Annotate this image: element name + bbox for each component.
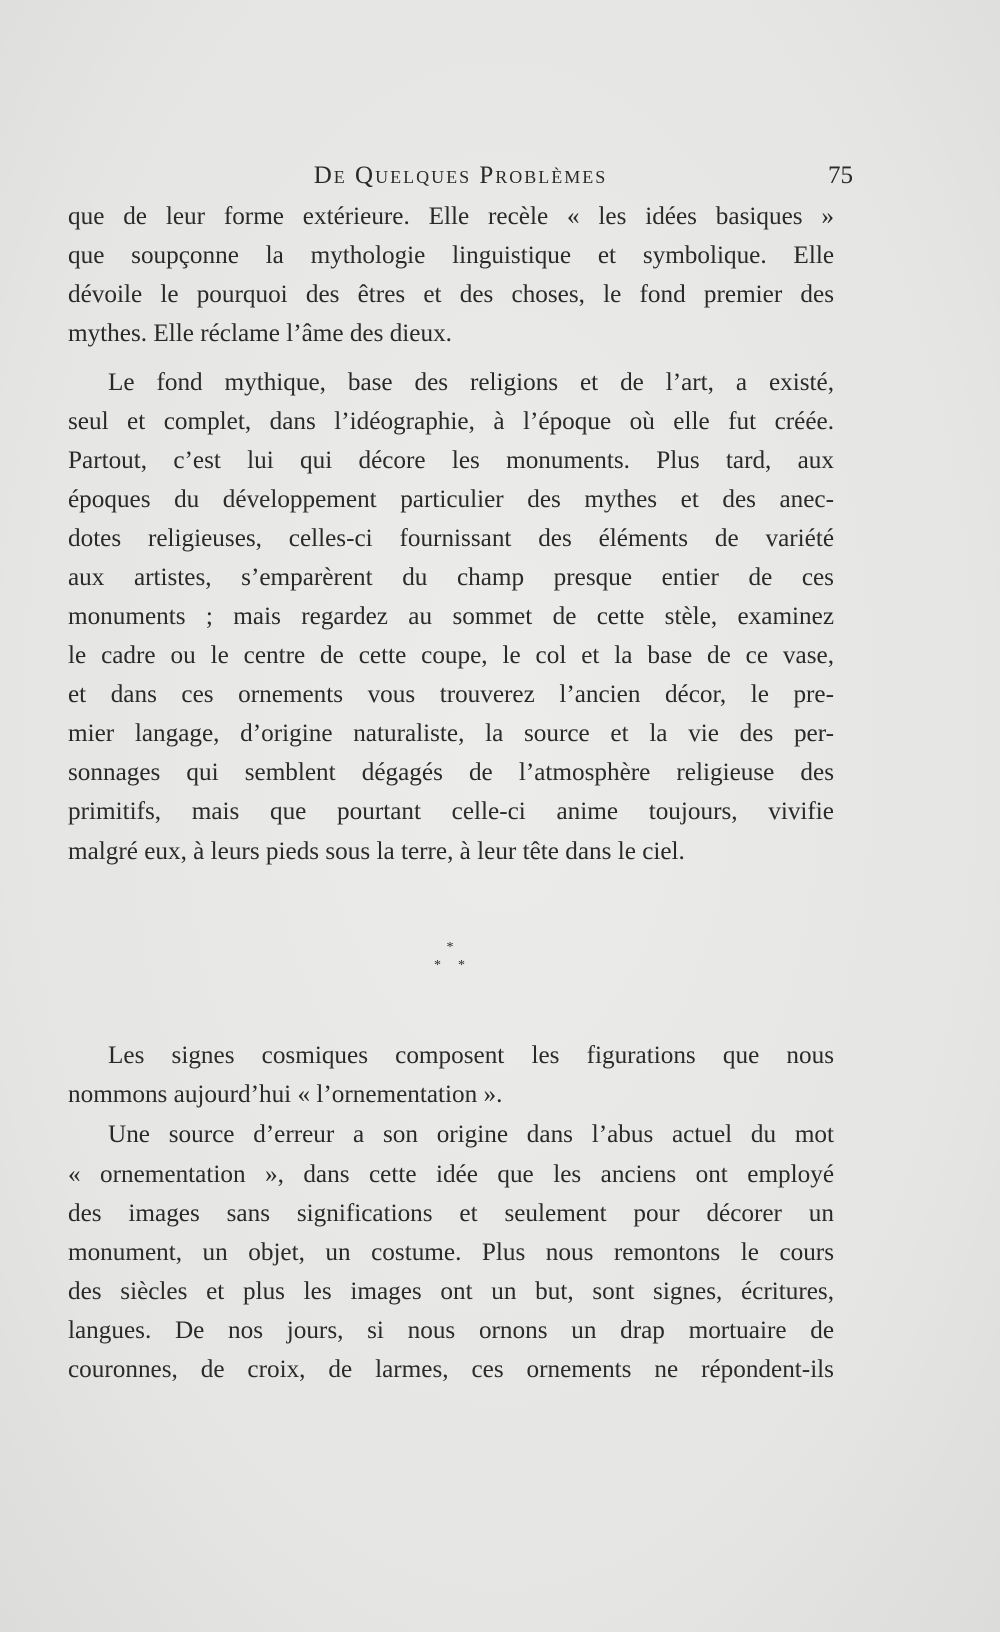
text-line: nommons aujourd’hui « l’ornementation ». — [68, 1081, 503, 1108]
text-line: langues. De nos jours, si nous ornons un drap mortuaire de — [68, 1317, 834, 1344]
text-line: aux artistes, s’emparèrent du champ presque entier de ces — [68, 564, 834, 591]
asterism-star: * — [458, 958, 465, 973]
text-line: des images sans significations et seulement pour décorer un — [68, 1200, 834, 1227]
text-line: mythes. Elle réclame l’âme des dieux. — [68, 320, 452, 347]
text-line: le cadre ou le centre de cette coupe, le col et la base de ce vase, — [68, 642, 834, 669]
text-line: dotes religieuses, celles-ci fournissant des éléments de variété — [68, 525, 834, 552]
text-line: sonnages qui semblent dégagés de l’atmosphère religieuse des — [68, 759, 834, 786]
text-line: monument, un objet, un costume. Plus nous remontons le cours — [68, 1239, 834, 1266]
text-line: malgré eux, à leurs pieds sous la terre, à leur tête dans le ciel. — [68, 838, 685, 865]
text-line: mier langage, d’origine naturaliste, la source et la vie des per- — [68, 720, 834, 747]
text-line: époques du développement particulier des mythes et des anec- — [68, 486, 834, 513]
text-line: et dans ces ornements vous trouverez l’ancien décor, le pre- — [68, 681, 834, 708]
asterism-star: * — [446, 940, 454, 955]
text-line: des siècles et plus les images ont un but, sont signes, écritures, — [68, 1278, 834, 1305]
text-line: que de leur forme extérieure. Elle recèle « les idées basiques » — [68, 203, 834, 230]
text-line: Le fond mythique, base des religions et de l’art, a existé, — [108, 369, 834, 396]
text-line: « ornementation », dans cette idée que les anciens ont employé — [68, 1161, 834, 1188]
text-line: dévoile le pourquoi des êtres et des choses, le fond premier des — [68, 281, 834, 308]
text-line: seul et complet, dans l’idéographie, à l’époque où elle fut créée. — [68, 408, 834, 435]
text-line: primitifs, mais que pourtant celle-ci anime toujours, vivifie — [68, 798, 834, 825]
text-line: Partout, c’est lui qui décore les monuments. Plus tard, aux — [68, 447, 834, 474]
asterism-star: * — [434, 958, 441, 973]
text-line: Une source d’erreur a son origine dans l’abus actuel du mot — [108, 1121, 834, 1148]
running-head — [68, 162, 853, 196]
page-number: 75 — [828, 162, 853, 189]
text-line: Les signes cosmiques composent les figurations que nous — [108, 1042, 834, 1069]
text-line: que soupçonne la mythologie linguistique et symbolique. Elle — [68, 242, 834, 269]
running-title: De Quelques Problèmes — [313, 162, 608, 189]
text-line: monuments ; mais regardez au sommet de cette stèle, examinez — [68, 603, 834, 630]
text-line: couronnes, de croix, de larmes, ces ornements ne répondent-ils — [68, 1356, 834, 1383]
section-break-asterism — [420, 940, 480, 980]
